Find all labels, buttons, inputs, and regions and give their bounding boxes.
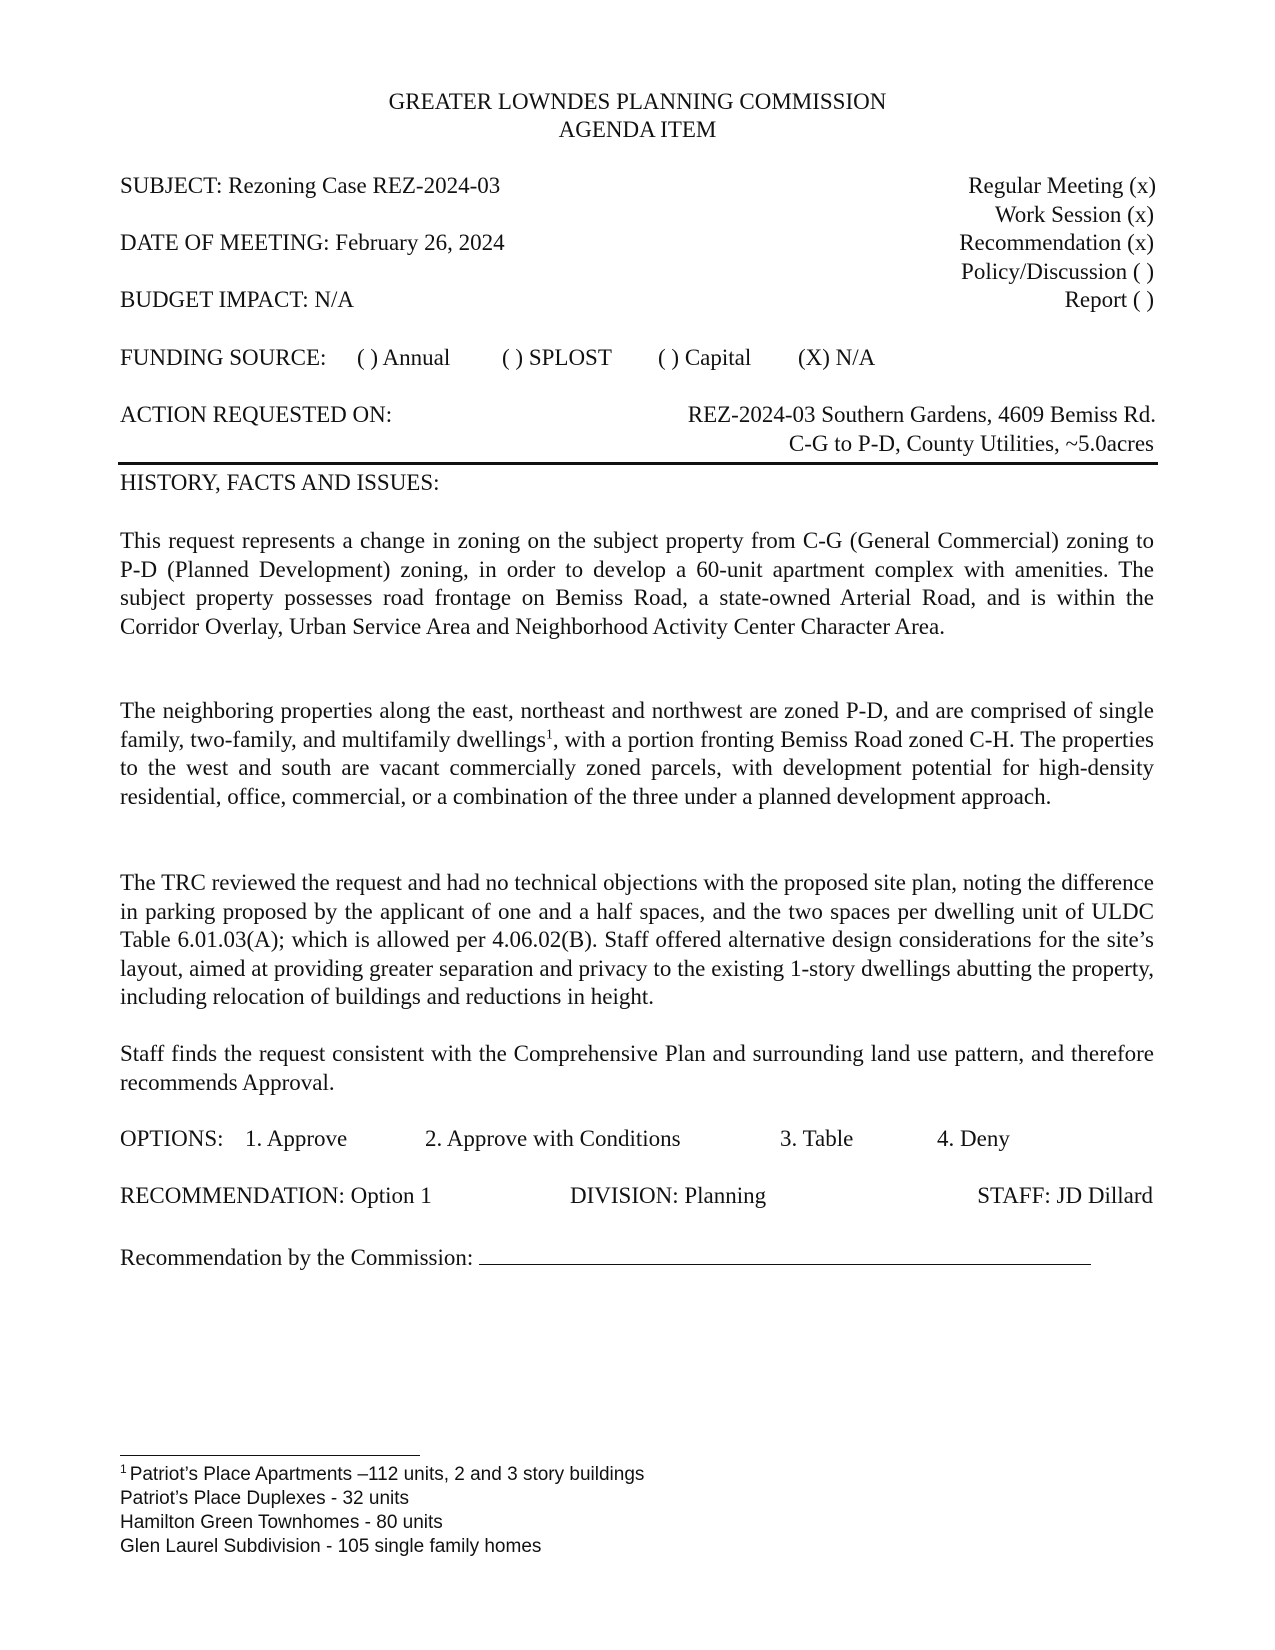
date-of-meeting-line: DATE OF MEETING: February 26, 2024 [120, 230, 505, 255]
funding-option-annual: ( ) Annual [357, 345, 451, 370]
history-paragraph-1: This request represents a change in zoning on the subject property from C-G (General Commercial) zoning to P-D (Planned Development) zoning, in order to develop a 60-unit apartment complex with amenities. The subject property possesses road frontage on Bemiss Road, a state-owned Arterial Road, and is within the Corridor Overlay, Urban Service Area and Neighborhood Activity Center Character Area. [120, 528, 1154, 639]
meeting-type-recommendation: Recommendation (x) [959, 230, 1154, 255]
footnote-marker: 1 [120, 1461, 127, 1476]
doc-type-title: AGENDA ITEM [558, 117, 717, 142]
history-heading: HISTORY, FACTS AND ISSUES: [120, 470, 440, 495]
history-paragraph-2-part-b: , with a portion fronting Bemiss Road zoned C-H. The properties to the west and south are vacant commercially zoned parcels, with development potential for high-density residential, office, commercial, or a combination of the three under a planned development approach. [120, 726, 1154, 809]
section-divider [118, 462, 1158, 465]
footnote-line-2: Patriot’s Place Duplexes - 32 units [120, 1488, 410, 1509]
meeting-type-policy-discussion: Policy/Discussion ( ) [961, 259, 1154, 284]
history-paragraph-4: Staff finds the request consistent with the Comprehensive Plan and surrounding land use pattern, and therefore recommends Approval. [120, 1041, 1154, 1095]
option-approve: 1. Approve [245, 1126, 348, 1151]
option-table: 3. Table [780, 1126, 854, 1151]
footnote-reference: 1 [545, 726, 553, 742]
commission-recommendation-row [120, 1242, 1091, 1273]
funding-source-label: FUNDING SOURCE: [120, 345, 327, 370]
org-title: GREATER LOWNDES PLANNING COMMISSION [388, 89, 887, 114]
options-label: OPTIONS: [120, 1126, 224, 1151]
commission-recommendation-label: Recommendation by the Commission: [120, 1245, 474, 1270]
funding-option-na: (X) N/A [798, 345, 876, 370]
commission-recommendation-blank [479, 1242, 1091, 1265]
option-deny: 4. Deny [937, 1126, 1010, 1151]
footnote-line-4: Glen Laurel Subdivision - 105 single family homes [120, 1536, 542, 1557]
meeting-type-work-session: Work Session (x) [994, 202, 1154, 227]
meeting-type-report: Report ( ) [1064, 287, 1154, 312]
budget-impact-line: BUDGET IMPACT: N/A [120, 287, 354, 312]
footnote-line-3: Hamilton Green Townhomes - 80 units [120, 1512, 443, 1533]
history-paragraph-2 [120, 697, 1154, 811]
funding-option-capital: ( ) Capital [658, 345, 752, 370]
footnote-line-1 [120, 1463, 644, 1487]
action-requested-line2: C-G to P-D, County Utilities, ~5.0acres [788, 431, 1154, 456]
footnote-line-1-text: Patriot’s Place Apartments –112 units, 2 and 3 story buildings [129, 1464, 645, 1485]
division-line: DIVISION: Planning [570, 1183, 767, 1208]
option-approve-with-conditions: 2. Approve with Conditions [425, 1126, 681, 1151]
staff-line: STAFF: JD Dillard [977, 1183, 1153, 1208]
history-paragraph-3: The TRC reviewed the request and had no technical objections with the proposed site plan, noting the difference in parking proposed by the applicant of one and a half spaces, and the two spaces per dwelling unit of ULDC Table 6.01.03(A); which is allowed per 4.06.02(B). Staff offered alternative design considerations for the site’s layout, aimed at providing greater separation and privacy to the existing 1-story dwellings abutting the property, including relocation of buildings and reductions in height. [120, 870, 1154, 1009]
meeting-type-regular: Regular Meeting (x) [968, 173, 1156, 198]
action-requested-label: ACTION REQUESTED ON: [120, 402, 393, 427]
footnote-divider [120, 1455, 420, 1456]
recommendation-line: RECOMMENDATION: Option 1 [120, 1183, 432, 1208]
action-requested-line1: REZ-2024-03 Southern Gardens, 4609 Bemiss Rd. [687, 402, 1156, 427]
history-paragraph-2-part-a: The neighboring properties along the east, northeast and northwest are zoned P-D, and are comprised of single family, two-family, and multifamily dwellings [120, 698, 1154, 752]
subject-line: SUBJECT: Rezoning Case REZ-2024-03 [120, 173, 501, 198]
funding-option-splost: ( ) SPLOST [502, 345, 612, 370]
